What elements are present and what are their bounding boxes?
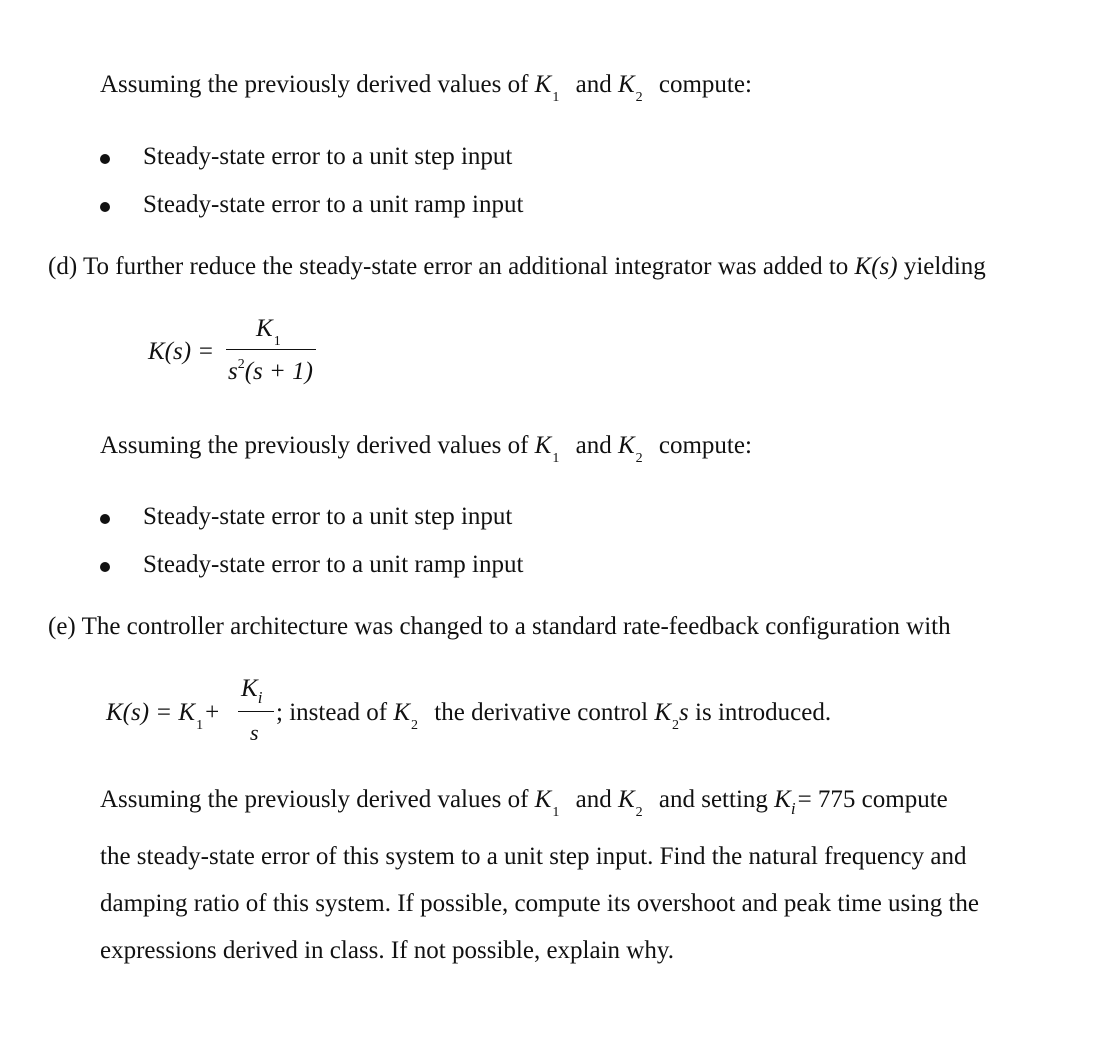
bullet-icon <box>100 514 110 524</box>
text: Assuming the previously derived values of <box>100 786 529 813</box>
text: The controller architecture was changed to a standard rate-feedback configuration with <box>81 613 951 640</box>
k1-subscript: 1 <box>273 334 281 349</box>
text: and setting <box>658 786 768 813</box>
assume-line-c <box>100 70 752 104</box>
k2-symbol: K <box>393 699 411 726</box>
text: and <box>575 71 612 98</box>
part-label: (e) <box>48 613 76 640</box>
eq-lhs <box>106 698 219 732</box>
text: and <box>575 432 612 459</box>
k2-symbol: K <box>617 432 635 459</box>
k1-subscript: 1 <box>552 451 560 466</box>
eq-denominator: s <box>250 720 259 745</box>
text: ; instead of <box>276 699 388 726</box>
text: and <box>575 786 612 813</box>
plus: + <box>205 699 220 726</box>
lhs: K(s) = K <box>106 699 196 726</box>
k1-symbol: K <box>534 786 552 813</box>
fraction-bar <box>238 711 274 712</box>
bullet-item: Steady-state error to a unit ramp input <box>143 191 524 218</box>
eq-numerator <box>256 314 281 348</box>
text: To further reduce the steady-state error an additional integrator was added to <box>82 253 849 280</box>
k1-subscript: 1 <box>552 805 560 820</box>
part-label: (d) <box>48 253 78 280</box>
k2-symbol: K <box>617 786 635 813</box>
k1-subscript: 1 <box>552 90 560 105</box>
eq-denominator <box>228 357 313 391</box>
paragraph-line: damping ratio of this system. If possible, compute its overshoot and peak time using the <box>100 890 980 917</box>
bullet-item: Steady-state error to a unit ramp input <box>143 551 524 578</box>
factor: (s + 1) <box>244 358 313 385</box>
part-e-heading <box>48 612 951 642</box>
k2-symbol: K <box>654 699 672 726</box>
text: = 775 compute <box>797 786 948 813</box>
ki-subscript: i <box>790 799 796 818</box>
paragraph-line: the steady-state error of this system to a unit step input. Find the natural frequency and <box>100 843 967 870</box>
eq-numerator <box>241 674 262 706</box>
part-d-heading <box>48 252 986 282</box>
k2-subscript: 2 <box>635 90 643 105</box>
text: is introduced. <box>695 699 832 726</box>
ki-subscript: i <box>257 688 263 707</box>
text: Assuming the previously derived values of <box>100 432 529 459</box>
eq-explanation <box>276 698 831 732</box>
bullet-icon <box>100 202 110 212</box>
bullet-item: Steady-state error to a unit step input <box>143 143 513 170</box>
text: the derivative control <box>434 699 649 726</box>
text: yielding <box>903 253 986 280</box>
assume-line-d <box>100 431 752 465</box>
paragraph-line: expressions derived in class. If not possible, explain why. <box>100 937 674 964</box>
s-symbol: s <box>228 358 238 385</box>
k1-symbol: K <box>534 432 552 459</box>
text: Assuming the previously derived values of <box>100 71 529 98</box>
bullet-item: Steady-state error to a unit step input <box>143 503 513 530</box>
text: compute: <box>658 432 752 459</box>
eq-lhs: K(s) = <box>148 338 215 365</box>
exponent: 2 <box>237 357 245 372</box>
ki-symbol: K <box>241 675 258 702</box>
text: compute: <box>658 71 752 98</box>
k1-subscript: 1 <box>196 718 204 733</box>
k2-subscript: 2 <box>635 451 643 466</box>
assume-line-e <box>100 785 948 819</box>
k2-subscript: 2 <box>635 805 643 820</box>
k2-subscript: 2 <box>411 718 419 733</box>
k1-symbol: K <box>256 315 273 342</box>
s-symbol: s <box>679 699 689 726</box>
k2-subscript: 2 <box>672 718 680 733</box>
fraction-bar <box>226 349 316 350</box>
ks-symbol: K(s) <box>854 253 898 280</box>
ki-symbol: K <box>774 786 791 813</box>
k1-symbol: K <box>534 71 552 98</box>
k2-symbol: K <box>617 71 635 98</box>
bullet-icon <box>100 562 110 572</box>
bullet-icon <box>100 154 110 164</box>
